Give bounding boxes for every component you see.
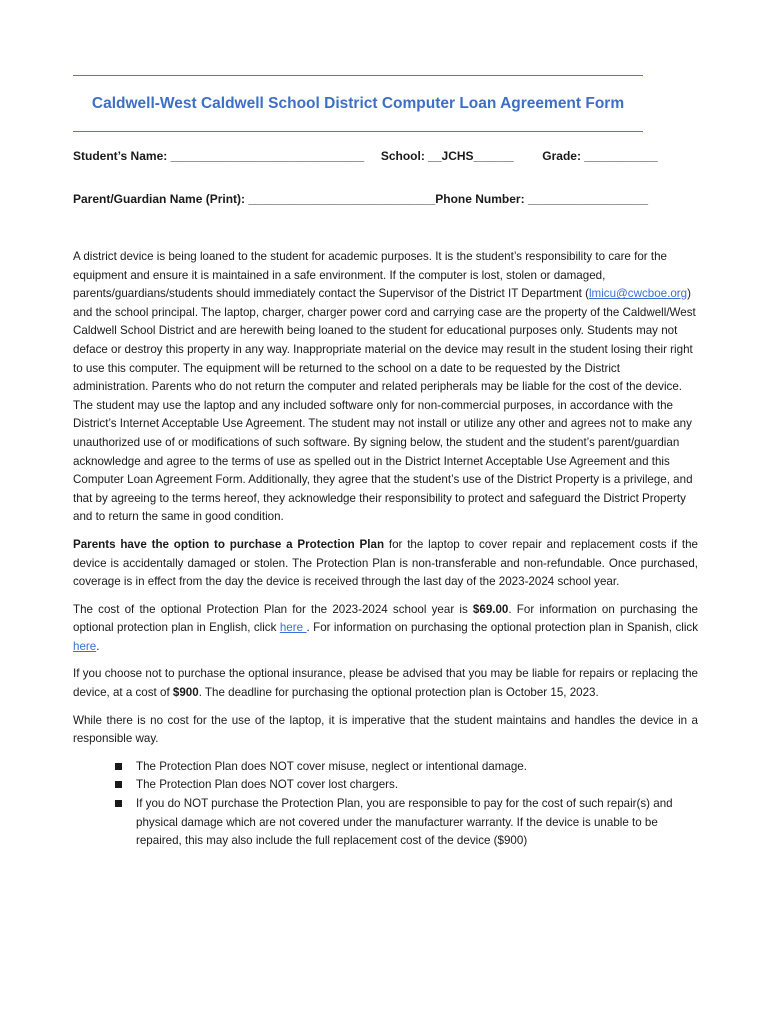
protection-plan-heading: Parents have the option to purchase a Protection Plan bbox=[73, 537, 385, 551]
protection-plan-text: for the laptop to cover repair and replacement costs if the device is accidentally damaged or stolen. The Protection Plan is non-transferable and non-refundable. Once purchased, coverage is in effect from the day the device is received through the last day of the 2023-2024 school year. bbox=[73, 537, 698, 589]
bullet-text: The Protection Plan does NOT cover misuse, neglect or intentional damage. bbox=[136, 759, 527, 773]
list-item bbox=[73, 776, 698, 795]
bullet-text: The Protection Plan does NOT cover lost chargers. bbox=[136, 778, 399, 792]
it-email-link[interactable]: lmicu@cwcboe.org bbox=[588, 287, 688, 301]
liability-text-2: . The deadline for purchasing the optional protection plan is October 15, 2023. bbox=[198, 686, 599, 700]
student-name-label: Student’s Name: bbox=[73, 149, 168, 163]
bullet-text: If you do NOT purchase the Protection Plan, you are responsible to pay for the cost of such repair(s) and physical damage which are not covered under the manufacturer warranty. If the device is unable to be repaired, this may also include the full replacement cost of the device ($900) bbox=[136, 797, 673, 848]
parent-name-blank[interactable]: ____________________________ bbox=[248, 192, 436, 206]
title-top-rule bbox=[73, 75, 643, 76]
agreement-text-1: A district device is being loaned to the student for academic purposes. It is the student’s responsibility to care for the equipment and ensure it is maintained in a safe environment. If the computer is lost, stolen or damaged, parents/guardians/students should immediately contact the Supervisor of the District IT Department ( bbox=[73, 250, 667, 301]
protection-plan-paragraph bbox=[73, 536, 698, 592]
english-info-link[interactable]: here bbox=[279, 621, 307, 635]
list-item bbox=[73, 795, 698, 851]
parent-name-label: Parent/Guardian Name (Print): bbox=[73, 192, 246, 206]
cost-text-4: . bbox=[96, 639, 100, 653]
square-bullet-icon bbox=[115, 800, 122, 807]
spanish-info-link[interactable]: here bbox=[73, 639, 97, 653]
student-name-blank[interactable]: _____________________________ bbox=[170, 149, 365, 163]
cost-text-3: . For information on purchasing the optional protection plan in Spanish, click bbox=[306, 621, 698, 635]
document-body bbox=[73, 248, 698, 851]
square-bullet-icon bbox=[115, 781, 122, 788]
phone-blank[interactable]: __________________ bbox=[527, 192, 649, 206]
document-title: Caldwell-West Caldwell School District Computer Loan Agreement Form bbox=[91, 95, 625, 112]
cost-text-1: The cost of the optional Protection Plan for the 2023-2024 school year is bbox=[73, 602, 473, 616]
agreement-paragraph bbox=[73, 248, 698, 527]
phone-label: Phone Number: bbox=[435, 192, 525, 206]
cost-text-2: . For information on purchasing the optional protection plan in English, click bbox=[73, 602, 698, 635]
liability-paragraph bbox=[73, 665, 698, 702]
school-label: School: bbox=[380, 149, 425, 163]
title-bottom-rule bbox=[73, 131, 643, 132]
square-bullet-icon bbox=[115, 763, 122, 770]
liability-text-1: If you choose not to purchase the optional insurance, please be advised that you may be liable for repairs or replacing the device, at a cost of bbox=[73, 667, 698, 700]
list-item bbox=[73, 758, 698, 777]
grade-label: Grade: bbox=[542, 149, 581, 163]
plan-price: $69.00 bbox=[472, 602, 509, 616]
replacement-cost: $900 bbox=[172, 686, 199, 700]
grade-blank[interactable]: ___________ bbox=[584, 149, 658, 163]
student-info-line bbox=[73, 149, 658, 163]
parent-info-line bbox=[73, 192, 648, 206]
school-value[interactable]: __JCHS______ bbox=[428, 149, 514, 163]
protection-cost-paragraph bbox=[73, 601, 698, 657]
agreement-text-2: ) and the school principal. The laptop, charger, charger power cord and carrying case are the property of the Caldwell/West Caldwell School District and are herewith being loaned to the student for educational purposes only. Students may not deface or destroy this property in any way. Inappropriate material on the device may result in the student losing their right to use this computer. The equipment will be returned to the school on a date to be requested by the District administration. Parents who do not return the computer and related peripherals may be liable for the cost of the device. The student may use the laptop and any included software only for non-commercial purposes, in accordance with the District’s Internet Acceptable Use Agreement. The student may not install or utilize any other and agrees not to make any unauthorized use of or modifications of such software. By signing below, the student and the student’s parent/guardian acknowledge and agree to the terms of use as spelled out in the District Internet Acceptable Use Agreement and this Computer Loan Agreement Form. Additionally, they agree that the student’s use of the District Property is a privilege, and that by agreeing to the terms hereof, they acknowledge their responsibility to protect and safeguard the District Property and to return the same in good condition. bbox=[73, 287, 696, 524]
responsibility-paragraph: While there is no cost for the use of the laptop, it is imperative that the student maintains and handles the device in a responsible way. bbox=[73, 713, 698, 746]
coverage-bullet-list bbox=[73, 758, 698, 851]
